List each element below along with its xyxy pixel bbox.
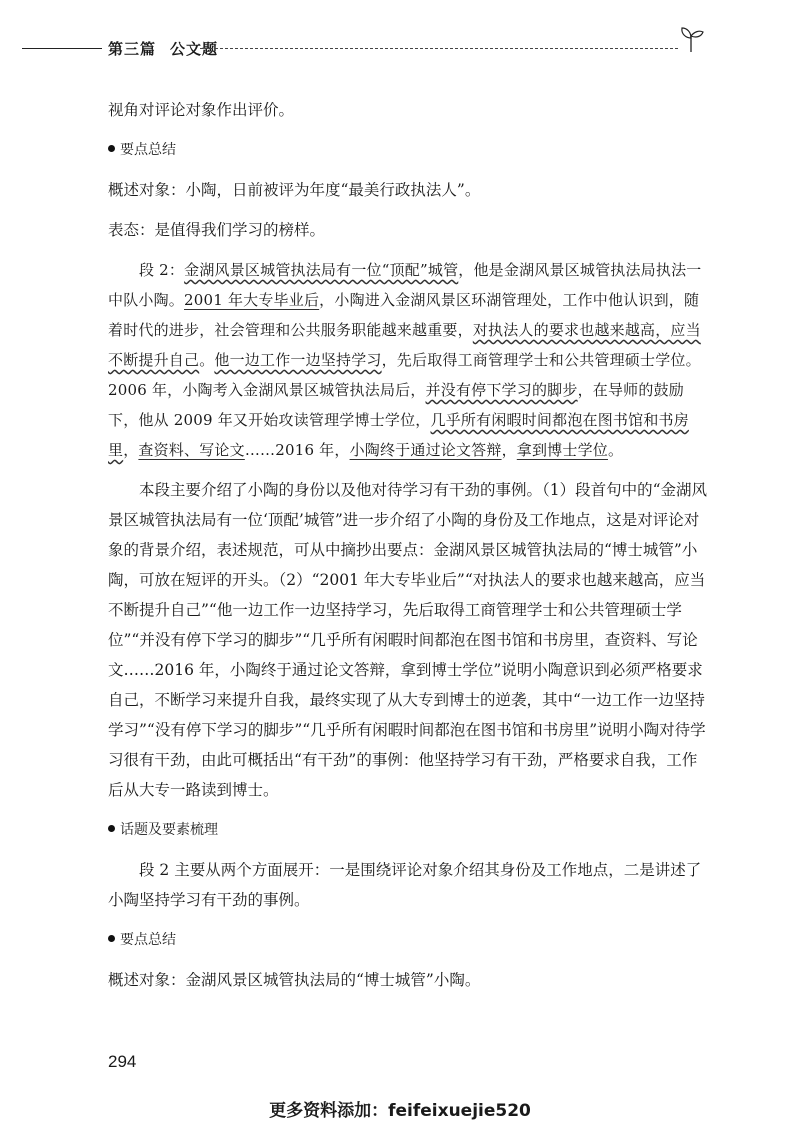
summary-heading-2 — [108, 925, 708, 955]
para2-wavy-1: 金湖风景区城管执法局有一位“顶配”城管 — [184, 261, 459, 279]
summary-2-line-1: 概述对象：金湖风景区城管执法局的“博士城管”小陶。 — [108, 971, 481, 989]
para2-under-2: 查资料、写论文 — [138, 441, 245, 459]
para2-label: 段 2： — [139, 261, 185, 279]
para2-text-4: ，先后取得工商管理学士和公共管理硕士学位。2006 年，小陶考入金湖风景区城管执法局后， — [108, 351, 701, 399]
para2-wavy-3: 他一边工作一边坚持学习 — [214, 351, 382, 369]
para2-text-7: ……2016 年， — [244, 441, 350, 459]
para2-text-9: 。 — [607, 441, 624, 459]
summary-heading-2-text: 要点总结 — [120, 932, 176, 948]
footer-note: 更多资料添加：feifeixuejie520 — [269, 1101, 531, 1121]
continued-line: 视角对评论对象作出评价。 — [108, 101, 295, 119]
para2-wavy-5: 几乎所有闲暇时间都泡在图书馆和书房里 — [108, 411, 689, 459]
summary-1-line-1: 概述对象：小陶，日前被评为年度“最美行政执法人”。 — [108, 181, 481, 199]
summary-1-line-2: 表态：是值得我们学习的榜样。 — [108, 221, 326, 239]
para2-under-3: 小陶终于通过论文答辩 — [349, 441, 502, 459]
para2-text-8: ， — [501, 441, 517, 459]
header-rule-left — [22, 48, 102, 49]
header-rule-right — [200, 48, 678, 49]
sprout-icon — [676, 24, 706, 54]
header-chapter: 公文题 — [170, 40, 219, 58]
paragraph-2-quote — [108, 255, 708, 465]
para2-text-1: ，他是金湖风景区城管执法局执法一中队小陶。 — [108, 261, 702, 309]
para2-wavy-2: 对执法人的要求也越来越高，应当不断提升自己 — [108, 321, 701, 369]
para2-under-4: 拿到博士学位 — [516, 441, 608, 459]
bullet-icon — [108, 825, 115, 832]
running-header — [0, 30, 800, 70]
para2-text-3: 。 — [199, 351, 215, 369]
para2-text-6: ， — [123, 441, 139, 459]
page-content — [108, 95, 708, 1005]
summary-heading-1-text: 要点总结 — [120, 142, 176, 158]
topic-paragraph: 段 2 主要从两个方面展开：一是围绕评论对象介绍其身份及工作地点，二是讲述了小陶坚持学习有干劲的事例。 — [108, 861, 702, 909]
para2-text-2: ，小陶进入金湖风景区环湖管理处，工作中他认识到，随着时代的进步，社会管理和公共服务职能越来越重要， — [108, 291, 700, 339]
header-part: 第三篇 — [108, 40, 157, 58]
para2-text-5: ，在导师的鼓励下，他从 2009 年又开始攻读管理学博士学位， — [108, 381, 684, 429]
topic-heading — [108, 815, 708, 845]
bullet-icon — [108, 145, 115, 152]
summary-heading-1 — [108, 135, 708, 165]
page-number: 294 — [108, 1052, 137, 1071]
bullet-icon — [108, 935, 115, 942]
topic-heading-text: 话题及要素梳理 — [120, 822, 218, 838]
analysis-paragraph: 本段主要介绍了小陶的身份以及他对待学习有干劲的事例。（1）段首句中的“金湖风景区城管执法局有一位‘顶配’城管”进一步介绍了小陶的身份及工作地点，这是对评论对象的背景介绍，表述规范，可从中摘抄出要点：金湖风景区城管执法局的“博士城管”小陶，可放在短评的开头。（2）“2001 年大专毕业后”“对执法人的要求也越来越高，应当不断提升自己”“他一边工作一边坚持学习，先后取得工商管理学士和公共管理硕士学位”“并没有停下学习的脚步”“几乎所有闲暇时间都泡在图书馆和书房里，查资料、写论文……2016 年，小陶终于通过论文答辩，拿到博士学位”说明小陶意识到必须严格要求自己，不断学习来提升自我，最终实现了从大专到博士的逆袭，其中“一边工作一边坚持学习”“没有停下学习的脚步”“几乎所有闲暇时间都泡在图书馆和书房里”说明小陶对待学习很有干劲，由此可概括出“有干劲”的事例：他坚持学习有干劲，严格要求自我，工作后从大专一路读到博士。 — [108, 481, 708, 799]
para2-under-1: 2001 年大专毕业后 — [184, 291, 320, 309]
para2-wavy-4: 并没有停下学习的脚步 — [425, 381, 578, 399]
